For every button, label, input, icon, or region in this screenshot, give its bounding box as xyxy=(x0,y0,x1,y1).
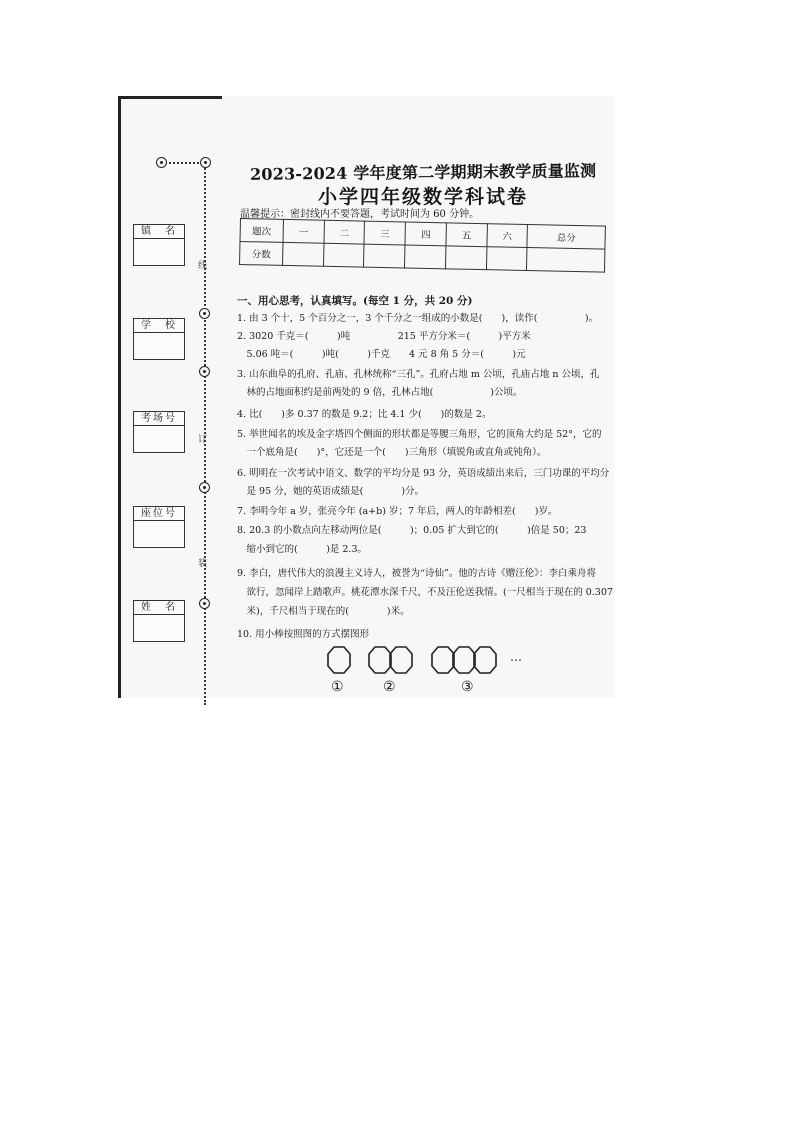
question-line: 8. 20.3 的小数点向左移动两位是( )；0.05 扩大到它的( )倍是 50；23 xyxy=(237,525,587,536)
exam-tip: 温馨提示：密封线内不要答题，考试时间为 60 分钟。 xyxy=(240,209,480,220)
figure-label: ③ xyxy=(461,679,474,695)
field-name[interactable] xyxy=(133,600,185,642)
question-line: 缩小到它的( )是 2.3。 xyxy=(237,544,368,555)
field-seat[interactable] xyxy=(133,506,185,548)
question-line: 一个底角是( )°，它还是一个( )三角形（填锐角或直角或钝角）。 xyxy=(237,447,547,458)
question-line: 7. 李明今年 a 岁，张亮今年 (a+b) 岁；7 年后，两人的年龄相差( )岁。 xyxy=(237,506,558,517)
question-line: 林的占地面积约是前两处的 9 倍，孔林占地( )公顷。 xyxy=(237,387,523,398)
question-line: 9. 李白，唐代伟大的浪漫主义诗人，被誉为“诗仙”。他的古诗《赠汪伦》：李白乘舟将 xyxy=(237,568,597,579)
figure-3 xyxy=(431,646,494,678)
score-cell: 题次 xyxy=(240,219,283,243)
binding-char: 装 xyxy=(198,559,208,569)
field-blank[interactable] xyxy=(134,521,184,547)
field-label: 座位号 xyxy=(134,507,184,521)
question-line: 10. 用小棒按照图的方式摆图形 xyxy=(237,629,370,640)
score-cell: 一 xyxy=(283,219,324,243)
exam-title: 2023-2024 学年度第二学期期末教学质量监测 xyxy=(249,161,597,184)
score-input[interactable] xyxy=(527,248,605,273)
score-cell: 三 xyxy=(364,221,405,245)
binding-char: 订 xyxy=(198,435,208,445)
question-line: 4. 比( )多 0.37 的数是 9.2；比 4.1 少( )的数是 2。 xyxy=(237,409,492,420)
question-line: 1. 由 3 个十，5 个百分之一，3 个千分之一组成的小数是( )，读作( )。 xyxy=(237,313,599,324)
field-blank[interactable] xyxy=(134,239,184,265)
binding-hole-icon xyxy=(199,366,210,377)
score-input[interactable] xyxy=(364,244,405,268)
figure-2 xyxy=(368,646,410,678)
field-label: 镇 名 xyxy=(134,225,184,239)
score-input[interactable] xyxy=(323,243,364,267)
field-blank[interactable] xyxy=(134,615,184,641)
score-cell: 四 xyxy=(405,222,446,246)
score-cell: 总分 xyxy=(527,225,605,250)
score-input[interactable] xyxy=(486,247,527,271)
score-cell: 五 xyxy=(446,223,487,247)
figure-ellipsis: … xyxy=(510,650,522,664)
score-cell: 六 xyxy=(487,224,528,248)
binding-hole-icon xyxy=(199,308,210,319)
page-edge xyxy=(118,96,222,99)
field-exam-room[interactable] xyxy=(133,411,185,453)
binding-hole-icon xyxy=(199,482,210,493)
figure-label: ① xyxy=(331,679,344,695)
question-line: 5. 举世闻名的埃及金字塔四个侧面的形状都是等腰三角形，它的顶角大约是 52°，它的 xyxy=(237,429,602,440)
section-title: 一、用心思考，认真填写。(每空 1 分，共 20 分) xyxy=(237,295,473,307)
field-school[interactable] xyxy=(133,318,185,360)
figure-1 xyxy=(327,646,348,678)
binding-hole-icon xyxy=(156,157,167,168)
binding-hole-icon xyxy=(199,598,210,609)
field-label: 学 校 xyxy=(134,319,184,333)
field-blank[interactable] xyxy=(134,426,184,452)
score-input[interactable] xyxy=(445,246,486,270)
field-label: 姓 名 xyxy=(134,601,184,615)
score-input[interactable] xyxy=(405,245,446,269)
score-table xyxy=(239,218,606,273)
octagon-shape xyxy=(327,646,351,674)
binding-hole-icon xyxy=(200,157,211,168)
question-line: 6. 明明在一次考试中语文、数学的平均分是 93 分，英语成绩出来后，三门功课的平均分 xyxy=(237,468,610,479)
page-edge xyxy=(118,96,121,698)
score-cell: 分数 xyxy=(240,242,283,266)
question-line: 3. 山东曲阜的孔府、孔庙、孔林统称“三孔”。孔府占地 m 公顷，孔庙占地 n 公顷，孔 xyxy=(237,369,600,380)
field-blank[interactable] xyxy=(134,333,184,359)
question-line: 米)，千尺相当于现在的( )米。 xyxy=(237,606,410,617)
octagon-shape xyxy=(473,646,497,674)
question-line: 2. 3020 千克＝( )吨 215 平方分米＝( )平方米 xyxy=(237,331,531,342)
octagon-shape xyxy=(389,646,413,674)
field-town[interactable] xyxy=(133,224,185,266)
exam-subtitle: 小学四年级数学科试卷 xyxy=(318,186,529,208)
question-line: 5.06 吨＝( )吨( )千克 4 元 8 角 5 分＝( )元 xyxy=(237,349,526,360)
question-line: 欲行，忽闻岸上踏歌声。桃花潭水深千尺，不及汪伦送我情。(一尺相当于现在的 0.307 xyxy=(237,587,613,598)
figure-label: ② xyxy=(383,679,396,695)
question-line: 是 95 分，她的英语成绩是( )分。 xyxy=(237,486,425,497)
binding-char: 线 xyxy=(198,261,208,271)
score-cell: 二 xyxy=(324,220,365,244)
score-input[interactable] xyxy=(283,242,324,266)
field-label: 考场号 xyxy=(134,412,184,426)
